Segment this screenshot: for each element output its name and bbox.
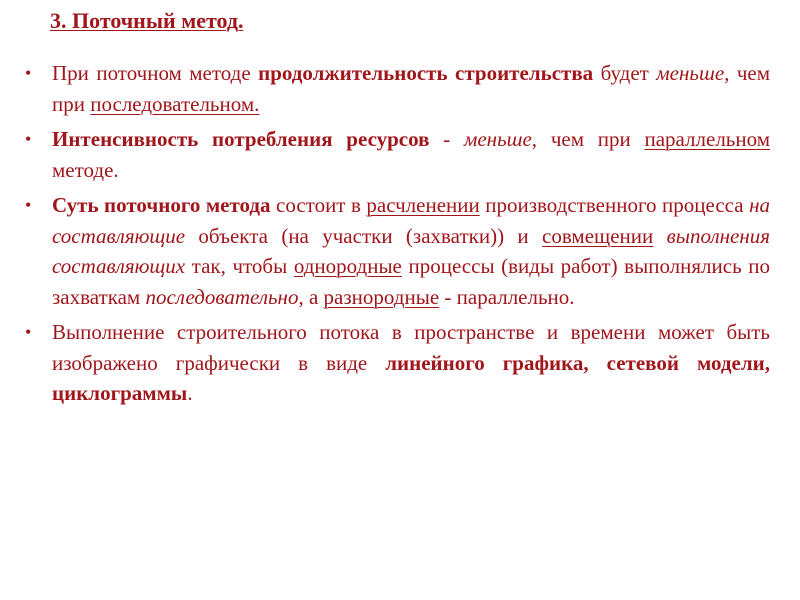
body-text: так, чтобы bbox=[185, 254, 294, 278]
bullet-item bbox=[24, 124, 770, 185]
underlined-text: разнородные bbox=[323, 284, 440, 309]
body-text bbox=[653, 224, 666, 248]
bullet-item bbox=[24, 317, 770, 409]
body-text: . bbox=[187, 381, 193, 405]
bold-text: линейного графика, сетевой модели, циклограммы bbox=[52, 350, 770, 405]
bullet-marker: • bbox=[25, 195, 32, 215]
underlined-text: совмещении bbox=[542, 223, 654, 248]
body-text: При поточном методе bbox=[52, 61, 259, 85]
body-text: Выполнение строительного потока в пространстве и времени может быть изображено графически в виде bbox=[52, 320, 770, 375]
underlined-text: однородные bbox=[293, 254, 402, 278]
body-text: методе. bbox=[52, 157, 119, 182]
body-text: будет bbox=[593, 61, 657, 85]
bullet-item bbox=[24, 58, 770, 119]
underlined-text: параллельном bbox=[644, 127, 770, 151]
underlined-text: расчленении bbox=[366, 193, 480, 217]
body-text: процессы (виды работ) выполнялись по захваткам bbox=[52, 254, 770, 309]
body-text: - bbox=[429, 127, 464, 151]
body-text: чем при bbox=[52, 61, 770, 116]
italic-text: меньше, bbox=[463, 127, 538, 151]
body-text: объекта (на участки (захватки)) и bbox=[185, 223, 543, 248]
underlined-text: последовательном. bbox=[90, 91, 260, 116]
body-text: производственного процесса bbox=[479, 193, 750, 217]
body-text: состоит в bbox=[270, 193, 367, 217]
bullet-item bbox=[24, 190, 770, 312]
bullet-marker: • bbox=[25, 63, 32, 83]
italic-text: последовательно bbox=[145, 284, 299, 309]
body-text: чем при bbox=[537, 127, 645, 151]
italic-text: меньше, bbox=[656, 61, 730, 85]
bullet-marker: • bbox=[25, 129, 32, 149]
italic-text: на составляющие bbox=[52, 193, 770, 248]
bold-text: Интенсивность потребления ресурсов bbox=[52, 127, 430, 151]
bold-text: продолжительность строительства bbox=[258, 61, 594, 85]
bullet-list bbox=[24, 58, 770, 414]
body-text: , а bbox=[298, 284, 324, 309]
bold-text: Суть поточного метода bbox=[52, 193, 271, 217]
bullet-marker: • bbox=[25, 322, 32, 342]
slide-title: 3. Поточный метод. bbox=[50, 8, 244, 33]
italic-text: выполнения составляющих bbox=[52, 223, 771, 278]
body-text: - параллельно. bbox=[439, 284, 575, 309]
